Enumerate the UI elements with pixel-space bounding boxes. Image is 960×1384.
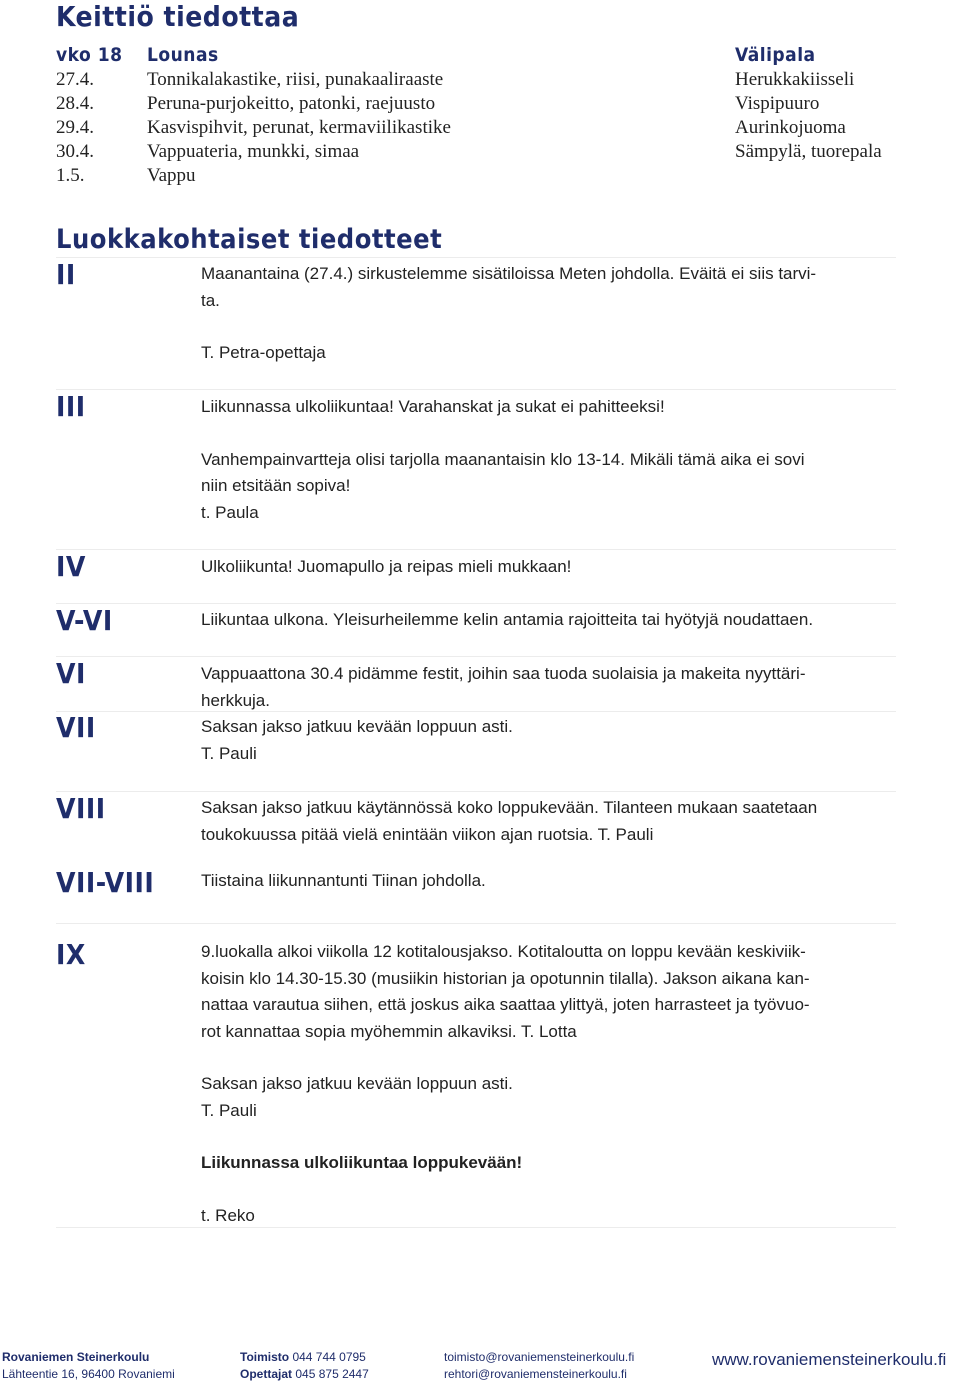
text-line: Saksan jakso jatkuu kevään loppuun asti. xyxy=(201,717,513,736)
text-line: koisin klo 14.30-15.30 (musiikin historian ja opotunnin tilalla). Jakson aikana kan- xyxy=(201,968,810,988)
class-label-vii: VII xyxy=(56,711,96,744)
menu-snack: Aurinkojuoma xyxy=(735,117,846,138)
footer-address: Lähteentie 16, 96400 Rovaniemi xyxy=(2,1367,175,1381)
divider xyxy=(56,656,896,657)
divider xyxy=(56,549,896,550)
signature: T. Pauli xyxy=(201,1100,257,1120)
text-line: Liikuntaa ulkona. Yleisurheilemme kelin antamia rajoitteita tai hyötyjä noudattaen. xyxy=(201,610,814,629)
menu-snack: Herukkakiisseli xyxy=(735,69,855,90)
menu-date: 27.4. xyxy=(56,69,94,90)
class-label-vii-viii: VII-VIII xyxy=(56,866,155,899)
kitchen-title: Keittiö tiedottaa xyxy=(56,0,300,33)
spacer xyxy=(201,421,891,447)
menu-date: 28.4. xyxy=(56,93,94,114)
text-line: rot kannattaa sopia myöhemmin alkaviksi. T. Lotta xyxy=(201,1021,577,1041)
class-viii-text xyxy=(201,795,891,848)
class-iv-text xyxy=(201,554,891,581)
footer-school: Rovaniemen Steinerkoulu xyxy=(2,1350,150,1364)
snack-header: Välipala xyxy=(735,44,816,66)
teachers-label: Opettajat xyxy=(240,1367,293,1381)
footer-email-office[interactable]: toimisto@rovaniemensteinerkoulu.fi xyxy=(444,1350,635,1364)
text-line: 9.luokalla alkoi viikolla 12 kotitalousjakso. Kotitaloutta on loppu kevään keskiviik- xyxy=(201,942,806,961)
signature: T. Pauli xyxy=(201,743,257,763)
class-iii-text xyxy=(201,394,891,526)
footer-email-principal[interactable]: rehtori@rovaniemensteinerkoulu.fi xyxy=(444,1367,627,1381)
divider xyxy=(56,389,896,390)
menu-row xyxy=(0,69,960,93)
text-line: Ulkoliikunta! Juomapullo ja reipas mieli mukkaan! xyxy=(201,557,572,576)
text-line: herkkuja. xyxy=(201,690,270,710)
class-label-iii: III xyxy=(56,390,86,423)
week-label: vko 18 xyxy=(56,44,123,66)
class-label-v-vi: V-VI xyxy=(56,604,113,637)
divider xyxy=(56,603,896,604)
classes-title: Luokkakohtaiset tiedotteet xyxy=(56,224,443,255)
menu-lunch: Vappu xyxy=(147,165,196,186)
lunch-header: Lounas xyxy=(147,44,219,66)
divider xyxy=(56,923,896,924)
menu-lunch: Vappuateria, munkki, simaa xyxy=(147,141,360,162)
footer-office xyxy=(240,1350,366,1364)
text-line: nattaa varautua siihen, että joskus aika saattaa ylittyä, joten harrasteet ja työvuo- xyxy=(201,995,810,1014)
class-v-vi-text xyxy=(201,607,891,634)
menu-date: 29.4. xyxy=(56,117,94,138)
class-label-viii: VIII xyxy=(56,792,106,825)
text-line: toukokuussa pitää vielä enintään viikon ajan ruotsia. T. Pauli xyxy=(201,824,654,844)
office-phone: 044 744 0795 xyxy=(292,1350,366,1364)
menu-snack: Sämpylä, tuorepala xyxy=(735,141,882,162)
menu-lunch: Peruna-purjokeitto, patonki, raejuusto xyxy=(147,93,436,114)
signature: t. Reko xyxy=(201,1205,255,1225)
footer-teachers xyxy=(240,1367,369,1381)
class-vi-text xyxy=(201,661,891,714)
text-line: Liikunnassa ulkoliikuntaa! Varahanskat ja sukat ei pahitteeksi! xyxy=(201,397,665,416)
spacer xyxy=(201,1045,891,1071)
text-line: Vanhempainvartteja olisi tarjolla maanantaisin klo 13-14. Mikäli tämä aika ei sovi xyxy=(201,449,805,469)
spacer xyxy=(201,1124,891,1150)
office-label: Toimisto xyxy=(240,1350,290,1364)
menu-row xyxy=(0,117,960,141)
divider xyxy=(56,257,896,258)
text-line: ta. xyxy=(201,290,220,310)
class-vii-text xyxy=(201,714,891,767)
text-line: Saksan jakso jatkuu käytännössä koko loppukevään. Tilanteen mukaan saatetaan xyxy=(201,798,818,817)
text-line: Saksan jakso jatkuu kevään loppuun asti. xyxy=(201,1074,513,1093)
class-label-ix: IX xyxy=(56,938,86,971)
menu-snack: Vispipuuro xyxy=(735,93,820,114)
menu-row xyxy=(0,93,960,117)
text-line-bold: Liikunnassa ulkoliikuntaa loppukevään! xyxy=(201,1153,523,1172)
signature: t. Paula xyxy=(201,502,259,522)
divider xyxy=(56,711,896,712)
menu-date: 30.4. xyxy=(56,141,94,162)
menu-date: 1.5. xyxy=(56,165,85,186)
teachers-phone: 045 875 2447 xyxy=(295,1367,369,1381)
signature: T. Petra-opettaja xyxy=(201,343,326,362)
text-line: Tiistaina liikunnantunti Tiinan johdolla. xyxy=(201,871,486,890)
spacer xyxy=(201,314,891,340)
footer-website[interactable]: www.rovaniemensteinerkoulu.fi xyxy=(712,1350,947,1369)
class-ii-text xyxy=(201,261,891,367)
class-label-vi: VI xyxy=(56,657,86,690)
spacer xyxy=(201,1177,891,1203)
class-label-iv: IV xyxy=(56,550,86,583)
menu-lunch: Tonnikalakastike, riisi, punakaaliraaste xyxy=(147,69,444,90)
menu-row xyxy=(0,165,960,189)
divider xyxy=(56,1227,896,1228)
class-label-ii: II xyxy=(56,258,76,291)
class-vii-viii-text xyxy=(201,868,891,895)
text-line: Vappuaattona 30.4 pidämme festit, joihin saa tuoda suolaisia ja makeita nyyttäri- xyxy=(201,664,806,683)
text-line: Maanantaina (27.4.) sirkustelemme sisätiloissa Meten johdolla. Eväitä ei siis tarvi- xyxy=(201,264,817,283)
class-ix-text xyxy=(201,939,891,1229)
menu-lunch: Kasvispihvit, perunat, kermaviilikastike xyxy=(147,117,451,138)
divider xyxy=(56,791,896,792)
text-line: niin etsitään sopiva! xyxy=(201,476,351,495)
menu-row xyxy=(0,141,960,165)
